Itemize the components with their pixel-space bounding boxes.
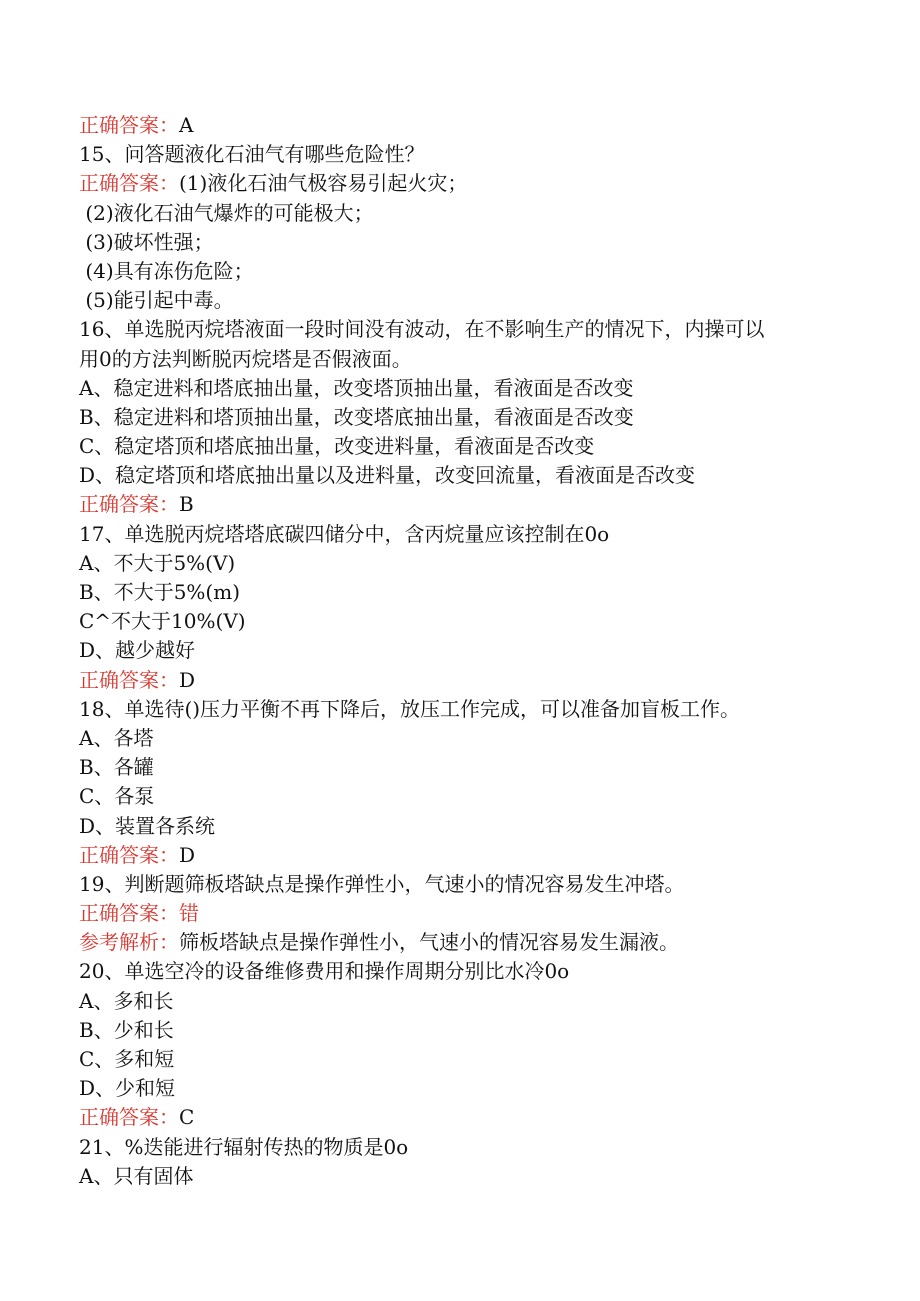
answer-line (79, 666, 859, 695)
answer-line (79, 111, 859, 140)
explanation-text: 筛板塔缺点是操作弹性小，气速小的情况容易发生漏液。 (179, 930, 679, 955)
answer-line (79, 841, 859, 870)
option-a: A、只有固体 (79, 1163, 194, 1188)
answer-value: A (179, 113, 194, 137)
option-d: D、越少越好 (79, 638, 196, 663)
answer-label: 正确答案： (79, 901, 179, 926)
option-d: D、少和短 (79, 1076, 176, 1101)
answer-value: 错 (179, 901, 199, 926)
option-b: B、少和长 (79, 1017, 174, 1042)
answer-line (79, 899, 859, 928)
option-a: A、稳定进料和塔底抽出量，改变塔顶抽出量，看液面是否改变 (79, 375, 634, 400)
answer-label: 正确答案： (79, 667, 179, 692)
answer-value: (1)液化石油气极容易引起火灾； (179, 171, 468, 196)
answer-line (79, 1103, 859, 1132)
document-body (79, 111, 859, 1191)
option-a: A、各塔 (79, 725, 154, 750)
question-16: 16、单选脱丙烷塔液面一段时间没有波动，在不影响生产的情况下，内操可以 (79, 317, 765, 342)
answer-value: B (179, 492, 194, 517)
answer-label: 正确答案： (79, 171, 179, 196)
answer-line (79, 169, 859, 198)
answer-value: D (179, 842, 196, 867)
option-b: B、不大于5%(m) (79, 580, 240, 604)
answer-continuation: (4)具有冻伤危险； (79, 258, 254, 283)
option-c: C^不大于10%(V) (79, 609, 246, 634)
option-a: A、多和长 (79, 988, 174, 1013)
question-19: 19、判断题筛板塔缺点是操作弹性小，气速小的情况容易发生冲塔。 (79, 871, 685, 896)
question-16-continuation: 用0的方法判断脱丙烷塔是否假液面。 (79, 346, 412, 371)
answer-value: C (179, 1105, 195, 1130)
option-b: B、稳定进料和塔顶抽出量，改变塔底抽出量，看液面是否改变 (79, 404, 634, 429)
answer-label: 正确答案： (79, 492, 179, 517)
answer-label: 正确答案： (79, 1105, 179, 1130)
option-a: A、不大于5%(V) (79, 550, 236, 575)
option-c: C、多和短 (79, 1047, 175, 1071)
answer-continuation: (5)能引起中毒。 (79, 288, 234, 313)
question-21: 21、%迭能进行辐射传热的物质是0o (79, 1134, 409, 1159)
explanation-label: 参考解析： (79, 930, 179, 955)
answer-label: 正确答案： (79, 842, 179, 867)
option-b: B、各罐 (79, 755, 154, 780)
question-15: 15、问答题液化石油气有哪些危险性？ (79, 142, 425, 167)
option-c: C、各泵 (79, 784, 155, 809)
answer-line (79, 490, 859, 519)
answer-continuation: (2)液化石油气爆炸的可能极大； (79, 200, 374, 225)
explanation-line (79, 928, 859, 957)
question-18: 18、单选待()压力平衡不再下降后，放压工作完成，可以准备加盲板工作。 (79, 696, 741, 721)
option-d: D、稳定塔顶和塔底抽出量以及进料量，改变回流量，看液面是否改变 (79, 463, 696, 488)
option-d: D、装置各系统 (79, 813, 216, 838)
answer-label: 正确答案： (79, 113, 179, 137)
answer-continuation: (3)破坏性强； (79, 229, 214, 254)
option-c: C、稳定塔顶和塔底抽出量，改变进料量，看液面是否改变 (79, 434, 595, 459)
answer-value: D (179, 667, 196, 692)
question-17: 17、单选脱丙烷塔塔底碳四储分中，含丙烷量应该控制在0o (79, 521, 610, 546)
question-20: 20、单选空冷的设备维修费用和操作周期分别比水冷0o (79, 959, 570, 984)
